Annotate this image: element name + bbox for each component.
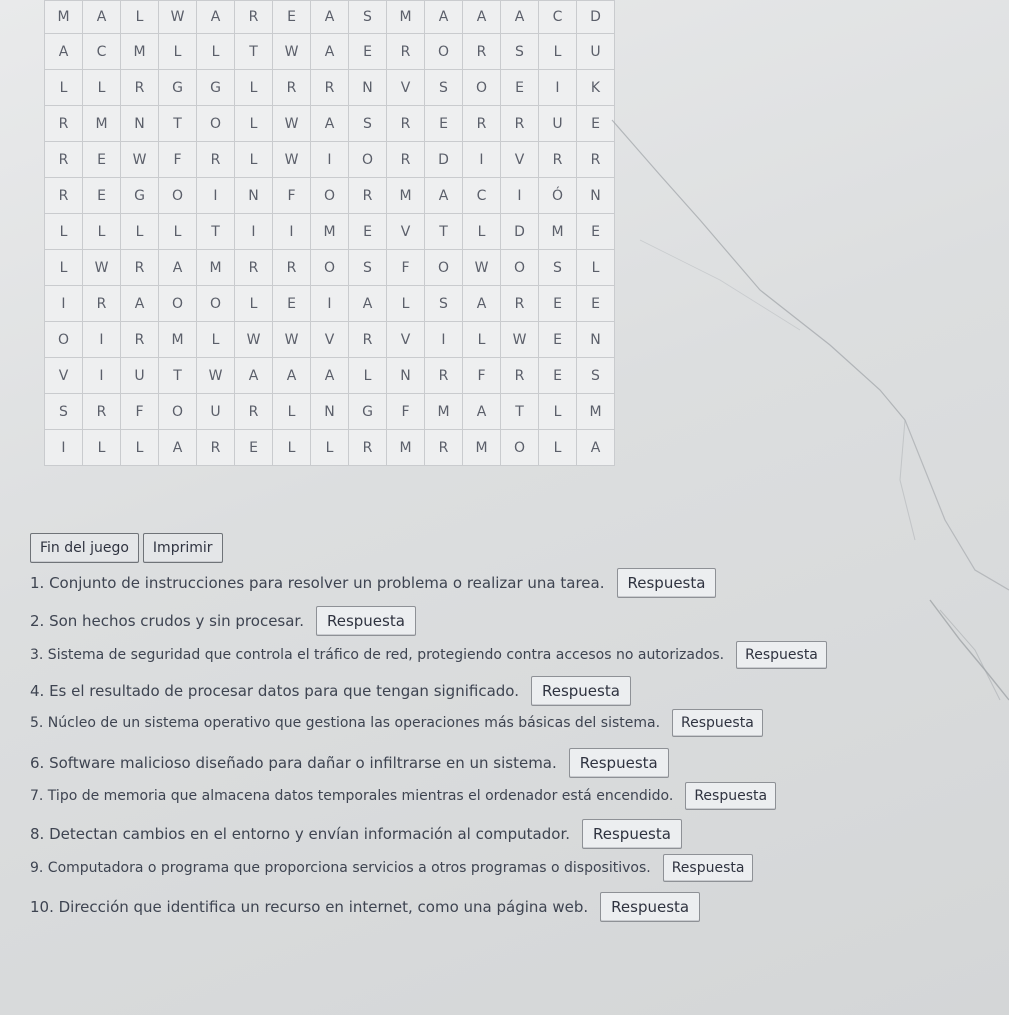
grid-cell[interactable]: A [311, 358, 349, 394]
grid-cell[interactable]: O [463, 70, 501, 106]
grid-row [45, 322, 615, 358]
grid-cell[interactable]: A [311, 1, 349, 34]
question-6 [30, 748, 669, 778]
grid-cell[interactable]: U [539, 106, 577, 142]
grid-cell[interactable]: U [197, 394, 235, 430]
grid-cell[interactable]: I [425, 322, 463, 358]
grid-cell[interactable]: R [349, 322, 387, 358]
answer-button-7[interactable]: Respuesta [685, 782, 776, 810]
grid-cell[interactable]: A [235, 358, 273, 394]
grid-cell[interactable]: W [273, 106, 311, 142]
grid-cell[interactable]: T [235, 34, 273, 70]
grid-cell[interactable]: R [501, 106, 539, 142]
grid-cell[interactable]: O [425, 34, 463, 70]
question-text: 6. Software malicioso diseñado para dañar o infiltrarse en un sistema. [30, 754, 557, 772]
grid-cell[interactable]: N [349, 70, 387, 106]
grid-cell[interactable]: Ó [539, 178, 577, 214]
grid-cell[interactable]: S [577, 358, 615, 394]
answer-button-2[interactable]: Respuesta [316, 606, 416, 636]
question-text: 3. Sistema de seguridad que controla el tráfico de red, protegiendo contra accesos no autorizados. [30, 647, 725, 663]
grid-cell[interactable]: L [235, 106, 273, 142]
grid-cell[interactable]: F [121, 394, 159, 430]
grid-row [45, 142, 615, 178]
grid-cell[interactable]: S [349, 250, 387, 286]
question-text: 8. Detectan cambios en el entorno y envían información al computador. [30, 825, 570, 843]
grid-cell[interactable]: M [425, 394, 463, 430]
grid-cell[interactable]: E [235, 430, 273, 466]
grid-cell[interactable]: R [311, 70, 349, 106]
grid-cell[interactable]: M [463, 430, 501, 466]
question-text: 4. Es el resultado de procesar datos para que tengan significado. [30, 682, 519, 700]
grid-cell[interactable]: L [197, 322, 235, 358]
grid-cell[interactable]: L [235, 286, 273, 322]
grid-cell[interactable]: E [349, 214, 387, 250]
print-button[interactable]: Imprimir [143, 533, 223, 563]
grid-cell[interactable]: L [387, 286, 425, 322]
grid-cell[interactable]: R [387, 106, 425, 142]
grid-cell[interactable]: O [197, 286, 235, 322]
grid-cell[interactable]: A [159, 250, 197, 286]
grid-cell[interactable]: I [83, 358, 121, 394]
grid-cell[interactable]: R [121, 70, 159, 106]
grid-cell[interactable]: R [577, 142, 615, 178]
answer-button-4[interactable]: Respuesta [531, 676, 631, 706]
grid-cell[interactable]: W [273, 322, 311, 358]
answer-button-10[interactable]: Respuesta [600, 892, 700, 922]
question-8 [30, 819, 682, 849]
grid-cell[interactable]: S [349, 106, 387, 142]
grid-cell[interactable]: M [387, 430, 425, 466]
question-text: 10. Dirección que identifica un recurso en internet, como una página web. [30, 898, 589, 916]
grid-cell[interactable]: O [311, 178, 349, 214]
grid-cell[interactable]: W [121, 142, 159, 178]
question-7 [30, 782, 776, 810]
grid-cell[interactable]: S [425, 70, 463, 106]
grid-cell[interactable]: R [235, 250, 273, 286]
grid-cell[interactable]: M [45, 1, 83, 34]
grid-cell[interactable]: A [501, 1, 539, 34]
grid-cell[interactable]: O [425, 250, 463, 286]
grid-cell[interactable]: S [45, 394, 83, 430]
grid-cell[interactable]: L [197, 34, 235, 70]
grid-cell[interactable]: M [311, 214, 349, 250]
grid-cell[interactable]: V [387, 214, 425, 250]
grid-cell[interactable]: C [539, 1, 577, 34]
grid-cell[interactable]: E [501, 70, 539, 106]
question-5 [30, 709, 763, 737]
grid-row [45, 70, 615, 106]
grid-cell[interactable]: E [273, 286, 311, 322]
grid-cell[interactable]: V [311, 322, 349, 358]
grid-cell[interactable]: O [159, 394, 197, 430]
grid-cell[interactable]: R [235, 394, 273, 430]
grid-cell[interactable]: A [463, 286, 501, 322]
grid-cell[interactable]: T [501, 394, 539, 430]
grid-cell[interactable]: R [425, 430, 463, 466]
grid-cell[interactable]: O [197, 106, 235, 142]
grid-cell[interactable]: L [273, 430, 311, 466]
grid-cell[interactable]: I [311, 286, 349, 322]
grid-cell[interactable]: R [425, 358, 463, 394]
grid-cell[interactable]: L [45, 70, 83, 106]
grid-cell[interactable]: C [83, 34, 121, 70]
grid-cell[interactable]: N [235, 178, 273, 214]
grid-cell[interactable]: R [197, 430, 235, 466]
grid-cell[interactable]: L [539, 34, 577, 70]
grid-cell[interactable]: M [387, 1, 425, 34]
grid-cell[interactable]: V [45, 358, 83, 394]
grid-cell[interactable]: O [501, 250, 539, 286]
grid-cell[interactable]: E [539, 286, 577, 322]
grid-cell[interactable]: L [83, 70, 121, 106]
grid-cell[interactable]: O [159, 286, 197, 322]
grid-cell[interactable]: E [349, 34, 387, 70]
grid-cell[interactable]: A [273, 358, 311, 394]
question-9 [30, 854, 753, 882]
grid-cell[interactable]: N [311, 394, 349, 430]
grid-cell[interactable]: R [83, 394, 121, 430]
grid-cell[interactable]: F [159, 142, 197, 178]
grid-row [45, 430, 615, 466]
grid-cell[interactable]: E [577, 286, 615, 322]
grid-cell[interactable]: I [501, 178, 539, 214]
grid-cell[interactable]: R [45, 106, 83, 142]
question-text: 5. Núcleo de un sistema operativo que gestiona las operaciones más básicas del sistema. [30, 715, 661, 731]
grid-cell[interactable]: T [159, 358, 197, 394]
grid-cell[interactable]: W [235, 322, 273, 358]
grid-cell[interactable]: I [83, 322, 121, 358]
question-text: 1. Conjunto de instrucciones para resolver un problema o realizar una tarea. [30, 574, 605, 592]
grid-cell[interactable]: I [45, 430, 83, 466]
grid-cell[interactable]: A [45, 34, 83, 70]
grid-cell[interactable]: E [577, 106, 615, 142]
grid-cell[interactable]: W [273, 34, 311, 70]
grid-row [45, 178, 615, 214]
grid-cell[interactable]: A [121, 286, 159, 322]
grid-cell[interactable]: R [197, 142, 235, 178]
grid-cell[interactable]: V [387, 322, 425, 358]
grid-cell[interactable]: L [121, 1, 159, 34]
answer-button-3[interactable]: Respuesta [736, 641, 827, 669]
grid-cell[interactable]: R [387, 34, 425, 70]
grid-cell[interactable]: R [463, 34, 501, 70]
grid-cell[interactable]: M [83, 106, 121, 142]
grid-cell[interactable]: L [159, 214, 197, 250]
answer-button-6[interactable]: Respuesta [569, 748, 669, 778]
end-game-button[interactable]: Fin del juego [30, 533, 139, 563]
grid-cell[interactable]: I [311, 142, 349, 178]
grid-cell[interactable]: L [463, 214, 501, 250]
grid-cell[interactable]: A [577, 430, 615, 466]
grid-cell[interactable]: L [159, 34, 197, 70]
grid-row [45, 34, 615, 70]
grid-cell[interactable]: S [349, 1, 387, 34]
grid-cell[interactable]: R [83, 286, 121, 322]
grid-cell[interactable]: I [235, 214, 273, 250]
grid-cell[interactable]: L [311, 430, 349, 466]
grid-cell[interactable]: O [349, 142, 387, 178]
grid-cell[interactable]: W [197, 358, 235, 394]
answer-button-9[interactable]: Respuesta [663, 854, 754, 882]
grid-cell[interactable]: O [159, 178, 197, 214]
grid-cell[interactable]: E [83, 142, 121, 178]
grid-cell[interactable]: A [463, 1, 501, 34]
grid-cell[interactable]: D [577, 1, 615, 34]
grid-row [45, 358, 615, 394]
grid-cell[interactable]: M [539, 214, 577, 250]
grid-cell[interactable]: S [539, 250, 577, 286]
grid-cell[interactable]: D [501, 214, 539, 250]
grid-cell[interactable]: K [577, 70, 615, 106]
game-controls [30, 533, 223, 563]
grid-cell[interactable]: L [577, 250, 615, 286]
grid-row [45, 286, 615, 322]
grid-cell[interactable]: R [463, 106, 501, 142]
grid-cell[interactable]: M [121, 34, 159, 70]
grid-cell[interactable]: R [501, 358, 539, 394]
grid-cell[interactable]: L [539, 394, 577, 430]
grid-cell[interactable]: R [273, 70, 311, 106]
grid-cell[interactable]: T [425, 214, 463, 250]
grid-cell[interactable]: L [349, 358, 387, 394]
grid-cell[interactable]: E [539, 358, 577, 394]
grid-cell[interactable]: I [539, 70, 577, 106]
grid-cell[interactable]: L [45, 214, 83, 250]
grid-cell[interactable]: I [45, 286, 83, 322]
grid-cell[interactable]: A [197, 1, 235, 34]
grid-cell[interactable]: L [121, 430, 159, 466]
grid-cell[interactable]: E [273, 1, 311, 34]
grid-cell[interactable]: A [463, 394, 501, 430]
grid-cell[interactable]: M [197, 250, 235, 286]
grid-cell[interactable]: W [273, 142, 311, 178]
grid-cell[interactable]: R [349, 430, 387, 466]
grid-cell[interactable]: A [311, 34, 349, 70]
grid-cell[interactable]: A [83, 1, 121, 34]
grid-cell[interactable]: S [425, 286, 463, 322]
grid-cell[interactable]: T [197, 214, 235, 250]
grid-cell[interactable]: N [577, 322, 615, 358]
grid-cell[interactable]: W [501, 322, 539, 358]
grid-cell[interactable]: R [501, 286, 539, 322]
grid-cell[interactable]: N [577, 178, 615, 214]
grid-cell[interactable]: V [501, 142, 539, 178]
grid-row [45, 106, 615, 142]
grid-cell[interactable]: G [159, 70, 197, 106]
grid-cell[interactable]: O [45, 322, 83, 358]
grid-cell[interactable]: R [235, 1, 273, 34]
grid-cell[interactable]: F [273, 178, 311, 214]
answer-button-1[interactable]: Respuesta [617, 568, 717, 598]
grid-cell[interactable]: L [83, 430, 121, 466]
grid-cell[interactable]: R [273, 250, 311, 286]
grid-cell[interactable]: N [387, 358, 425, 394]
grid-cell[interactable]: L [235, 142, 273, 178]
grid-cell[interactable]: A [159, 430, 197, 466]
grid-cell[interactable]: R [121, 322, 159, 358]
grid-cell[interactable]: M [387, 178, 425, 214]
grid-cell[interactable]: A [425, 1, 463, 34]
question-10 [30, 892, 700, 922]
grid-cell[interactable]: W [463, 250, 501, 286]
grid-cell[interactable]: R [539, 142, 577, 178]
grid-cell[interactable]: E [539, 322, 577, 358]
grid-cell[interactable]: R [45, 178, 83, 214]
grid-cell[interactable]: F [387, 250, 425, 286]
grid-cell[interactable]: R [349, 178, 387, 214]
question-3 [30, 641, 827, 669]
grid-cell[interactable]: L [273, 394, 311, 430]
answer-button-8[interactable]: Respuesta [582, 819, 682, 849]
grid-cell[interactable]: G [197, 70, 235, 106]
grid-cell[interactable]: W [83, 250, 121, 286]
grid-row [45, 1, 615, 34]
grid-cell[interactable]: N [121, 106, 159, 142]
question-4 [30, 676, 631, 706]
grid-cell[interactable]: L [235, 70, 273, 106]
grid-cell[interactable]: I [463, 142, 501, 178]
grid-row [45, 250, 615, 286]
question-text: 2. Son hechos crudos y sin procesar. [30, 612, 304, 630]
question-text: 9. Computadora o programa que proporciona servicios a otros programas o dispositivos. [30, 860, 651, 876]
grid-cell[interactable]: F [387, 394, 425, 430]
grid-cell[interactable]: G [121, 178, 159, 214]
question-1 [30, 568, 716, 598]
grid-cell[interactable]: O [501, 430, 539, 466]
grid-cell[interactable]: W [159, 1, 197, 34]
grid-cell[interactable]: E [83, 178, 121, 214]
answer-button-5[interactable]: Respuesta [672, 709, 763, 737]
grid-cell[interactable]: R [45, 142, 83, 178]
grid-cell[interactable]: I [273, 214, 311, 250]
grid-cell[interactable]: L [121, 214, 159, 250]
grid-row [45, 394, 615, 430]
grid-cell[interactable]: U [121, 358, 159, 394]
grid-cell[interactable]: L [45, 250, 83, 286]
grid-cell[interactable]: O [311, 250, 349, 286]
grid-cell[interactable]: U [577, 34, 615, 70]
grid-cell[interactable]: R [387, 142, 425, 178]
question-2 [30, 606, 416, 636]
grid-cell[interactable]: A [349, 286, 387, 322]
grid-cell[interactable]: M [159, 322, 197, 358]
question-text: 7. Tipo de memoria que almacena datos temporales mientras el ordenador está encendido. [30, 788, 674, 804]
grid-cell[interactable]: A [311, 106, 349, 142]
grid-cell[interactable]: D [425, 142, 463, 178]
grid-cell[interactable]: M [577, 394, 615, 430]
grid-cell[interactable]: G [349, 394, 387, 430]
grid-cell[interactable]: I [197, 178, 235, 214]
grid-cell[interactable]: F [463, 358, 501, 394]
grid-cell[interactable]: C [463, 178, 501, 214]
grid-cell[interactable]: E [577, 214, 615, 250]
grid-cell[interactable]: V [387, 70, 425, 106]
grid-cell[interactable]: T [159, 106, 197, 142]
grid-cell[interactable]: R [121, 250, 159, 286]
grid-cell[interactable]: A [425, 178, 463, 214]
grid-cell[interactable]: S [501, 34, 539, 70]
grid-cell[interactable]: E [425, 106, 463, 142]
grid-cell[interactable]: L [539, 430, 577, 466]
grid-row [45, 214, 615, 250]
grid-cell[interactable]: L [83, 214, 121, 250]
word-search-grid [44, 0, 615, 466]
grid-cell[interactable]: L [463, 322, 501, 358]
